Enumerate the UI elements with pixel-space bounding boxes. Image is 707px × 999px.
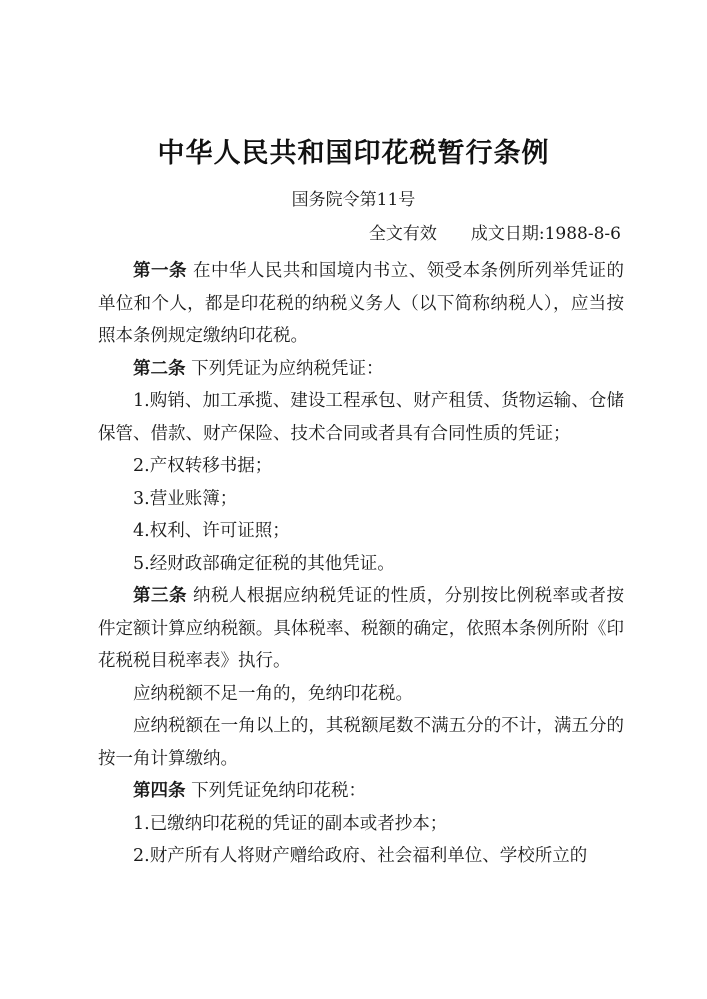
paragraph-article-2 [98, 353, 624, 386]
article-heading: 第二条 [133, 358, 186, 379]
decree-number: 国务院令第11号 [291, 190, 416, 210]
paragraph-text: 1.购销、加工承揽、建设工程承包、财产租赁、货物运输、仓储保管、借款、财产保险、技术合同或者具有合同性质的凭证； [98, 391, 624, 444]
document-meta [369, 222, 621, 246]
issue-date: 成文日期:1988-8-6 [470, 224, 621, 244]
paragraph-text: 4.权利、许可证照； [133, 521, 290, 541]
paragraph-text: 应纳税额在一角以上的，其税额尾数不满五分的不计，满五分的按一角计算缴纳。 [98, 716, 624, 769]
list-item [98, 840, 624, 873]
paragraph-text: 1.已缴纳印花税的凭证的副本或者抄本； [133, 813, 448, 834]
paragraph-text: 下列凭证为应纳税凭证： [185, 358, 384, 379]
paragraph [98, 678, 624, 711]
list-item [98, 515, 624, 548]
paragraph-text: 应纳税额不足一角的，免纳印花税。 [133, 683, 413, 704]
validity-status: 全文有效 [368, 224, 437, 244]
list-item [98, 483, 624, 516]
paragraph-text: 3.营业账簿； [133, 488, 238, 509]
paragraph-text: 在中华人民共和国境内书立、领受本条例所列举凭证的单位和个人，都是印花税的纳税义务人（以下简称纳税人），应当按照本条例规定缴纳印花税。 [98, 261, 624, 346]
list-item [98, 450, 624, 483]
paragraph [98, 710, 624, 775]
document-title: 中华人民共和国印花税暂行条例 [157, 138, 550, 169]
paragraph-text: 5.经财政部确定征税的其他凭证。 [133, 553, 395, 574]
paragraph-text: 下列凭证免纳印花税： [185, 781, 367, 801]
paragraph-article-3 [98, 580, 624, 678]
list-item [98, 808, 624, 841]
article-heading: 第四条 [133, 781, 186, 801]
paragraph-text: 纳税人根据应纳税凭证的性质，分别按比例税率或者按件定额计算应纳税额。具体税率、税额的确定，依照本条例所附《印花税税目税率表》执行。 [98, 586, 624, 671]
paragraph-article-1 [98, 255, 624, 353]
document-body [98, 255, 624, 873]
paragraph-article-4 [98, 775, 624, 808]
list-item [98, 385, 624, 450]
article-heading: 第三条 [133, 586, 187, 606]
list-item [98, 548, 624, 581]
paragraph-text: 2.财产所有人将财产赠给政府、社会福利单位、学校所立的 [133, 846, 588, 866]
article-heading: 第一条 [133, 261, 187, 281]
paragraph-text: 2.产权转移书据； [133, 456, 273, 476]
